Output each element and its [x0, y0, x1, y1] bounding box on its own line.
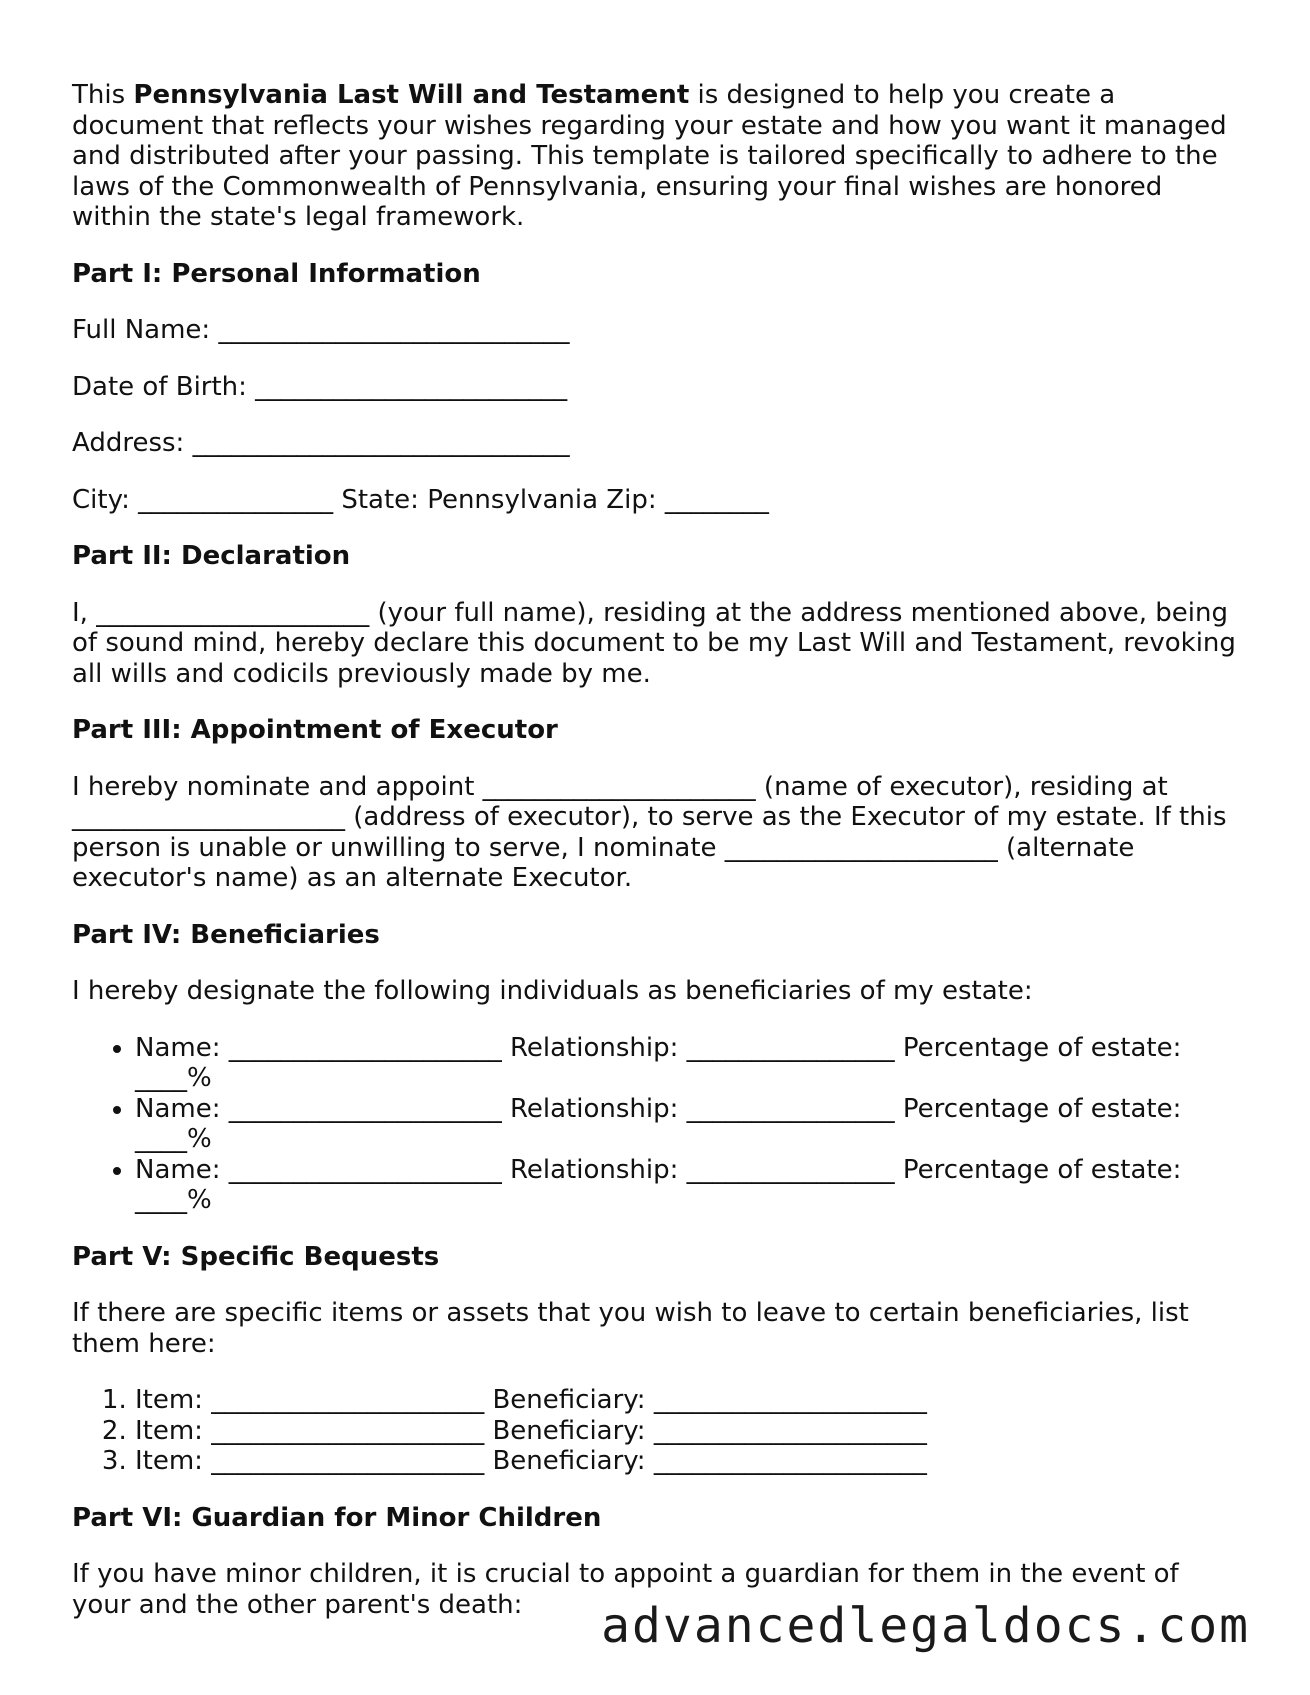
document-page: [72, 80, 1242, 1646]
part3-heading: Part III: Appointment of Executor: [72, 715, 558, 745]
intro-text-pre: This: [72, 80, 134, 110]
guardian-intro: If you have minor children, it is crucial to appoint a guardian for them in the event of your and the other parent's death:: [72, 1559, 1179, 1620]
intro-paragraph: [72, 80, 1242, 233]
part2-heading: Part II: Declaration: [72, 541, 351, 571]
beneficiary-item[interactable]: • Name: _____________________ Relationship: ________________ Percentage of estate: ____%: [135, 1033, 1242, 1094]
part5-heading: Part V: Specific Bequests: [72, 1241, 440, 1272]
beneficiaries-intro: I hereby designate the following individuals as beneficiaries of my estate:: [72, 976, 1033, 1006]
part4-heading: Part IV: Beneficiaries: [72, 919, 380, 950]
beneficiary-item[interactable]: • Name: _____________________ Relationship: ________________ Percentage of estate: ____%: [135, 1094, 1242, 1155]
date-of-birth-field[interactable]: Date of Birth: ________________________: [72, 371, 568, 402]
beneficiaries-list: [72, 1033, 1242, 1216]
bequest-item[interactable]: 1. Item: _____________________ Beneficiary: _____________________: [135, 1385, 1242, 1416]
bequest-item[interactable]: 2. Item: _____________________ Beneficiary: _____________________: [135, 1416, 1242, 1447]
bequests-intro: If there are specific items or assets that you wish to leave to certain beneficiaries, list them here:: [72, 1298, 1189, 1359]
beneficiary-item[interactable]: • Name: _____________________ Relationship: ________________ Percentage of estate: ____%: [135, 1155, 1242, 1216]
bequests-list: [72, 1385, 1242, 1477]
intro-text-post: is designed to help you create a document that reflects your wishes regarding your estate and how you want it managed and distributed after your passing. This template is tailored specifically to adhere to the laws of the Commonwealth of Pennsylvania, ensuring your final wishes are honored within the state's legal framework.: [72, 80, 1227, 232]
intro-title-bold: Pennsylvania Last Will and Testament: [133, 80, 690, 110]
bequest-item[interactable]: 3. Item: _____________________ Beneficiary: _____________________: [135, 1446, 1242, 1477]
part6-heading: Part VI: Guardian for Minor Children: [72, 1502, 602, 1533]
part1-heading: Part I: Personal Information: [72, 258, 481, 289]
address-field[interactable]: Address: _____________________________: [72, 428, 570, 458]
full-name-field[interactable]: Full Name: ___________________________: [72, 315, 570, 345]
declaration-paragraph[interactable]: I, _____________________ (your full name), residing at the address mentioned above, being of sound mind, hereby declare this document to be my Last Will and Testament, revoking all wills and codicils previously made by me.: [72, 597, 1236, 689]
executor-paragraph[interactable]: I hereby nominate and appoint _____________________ (name of executor), residing at _____________________ (address of executor), to serve as the Executor of my estate. If this person is unable or unwilling to serve, I nominate _____________________ (alternate executor's name) as an alternate Executor.: [72, 771, 1227, 893]
city-state-zip-field[interactable]: City: _______________ State: Pennsylvania Zip: ________: [72, 484, 769, 515]
watermark-logo: advancedlegaldocs.com: [601, 1598, 1250, 1654]
